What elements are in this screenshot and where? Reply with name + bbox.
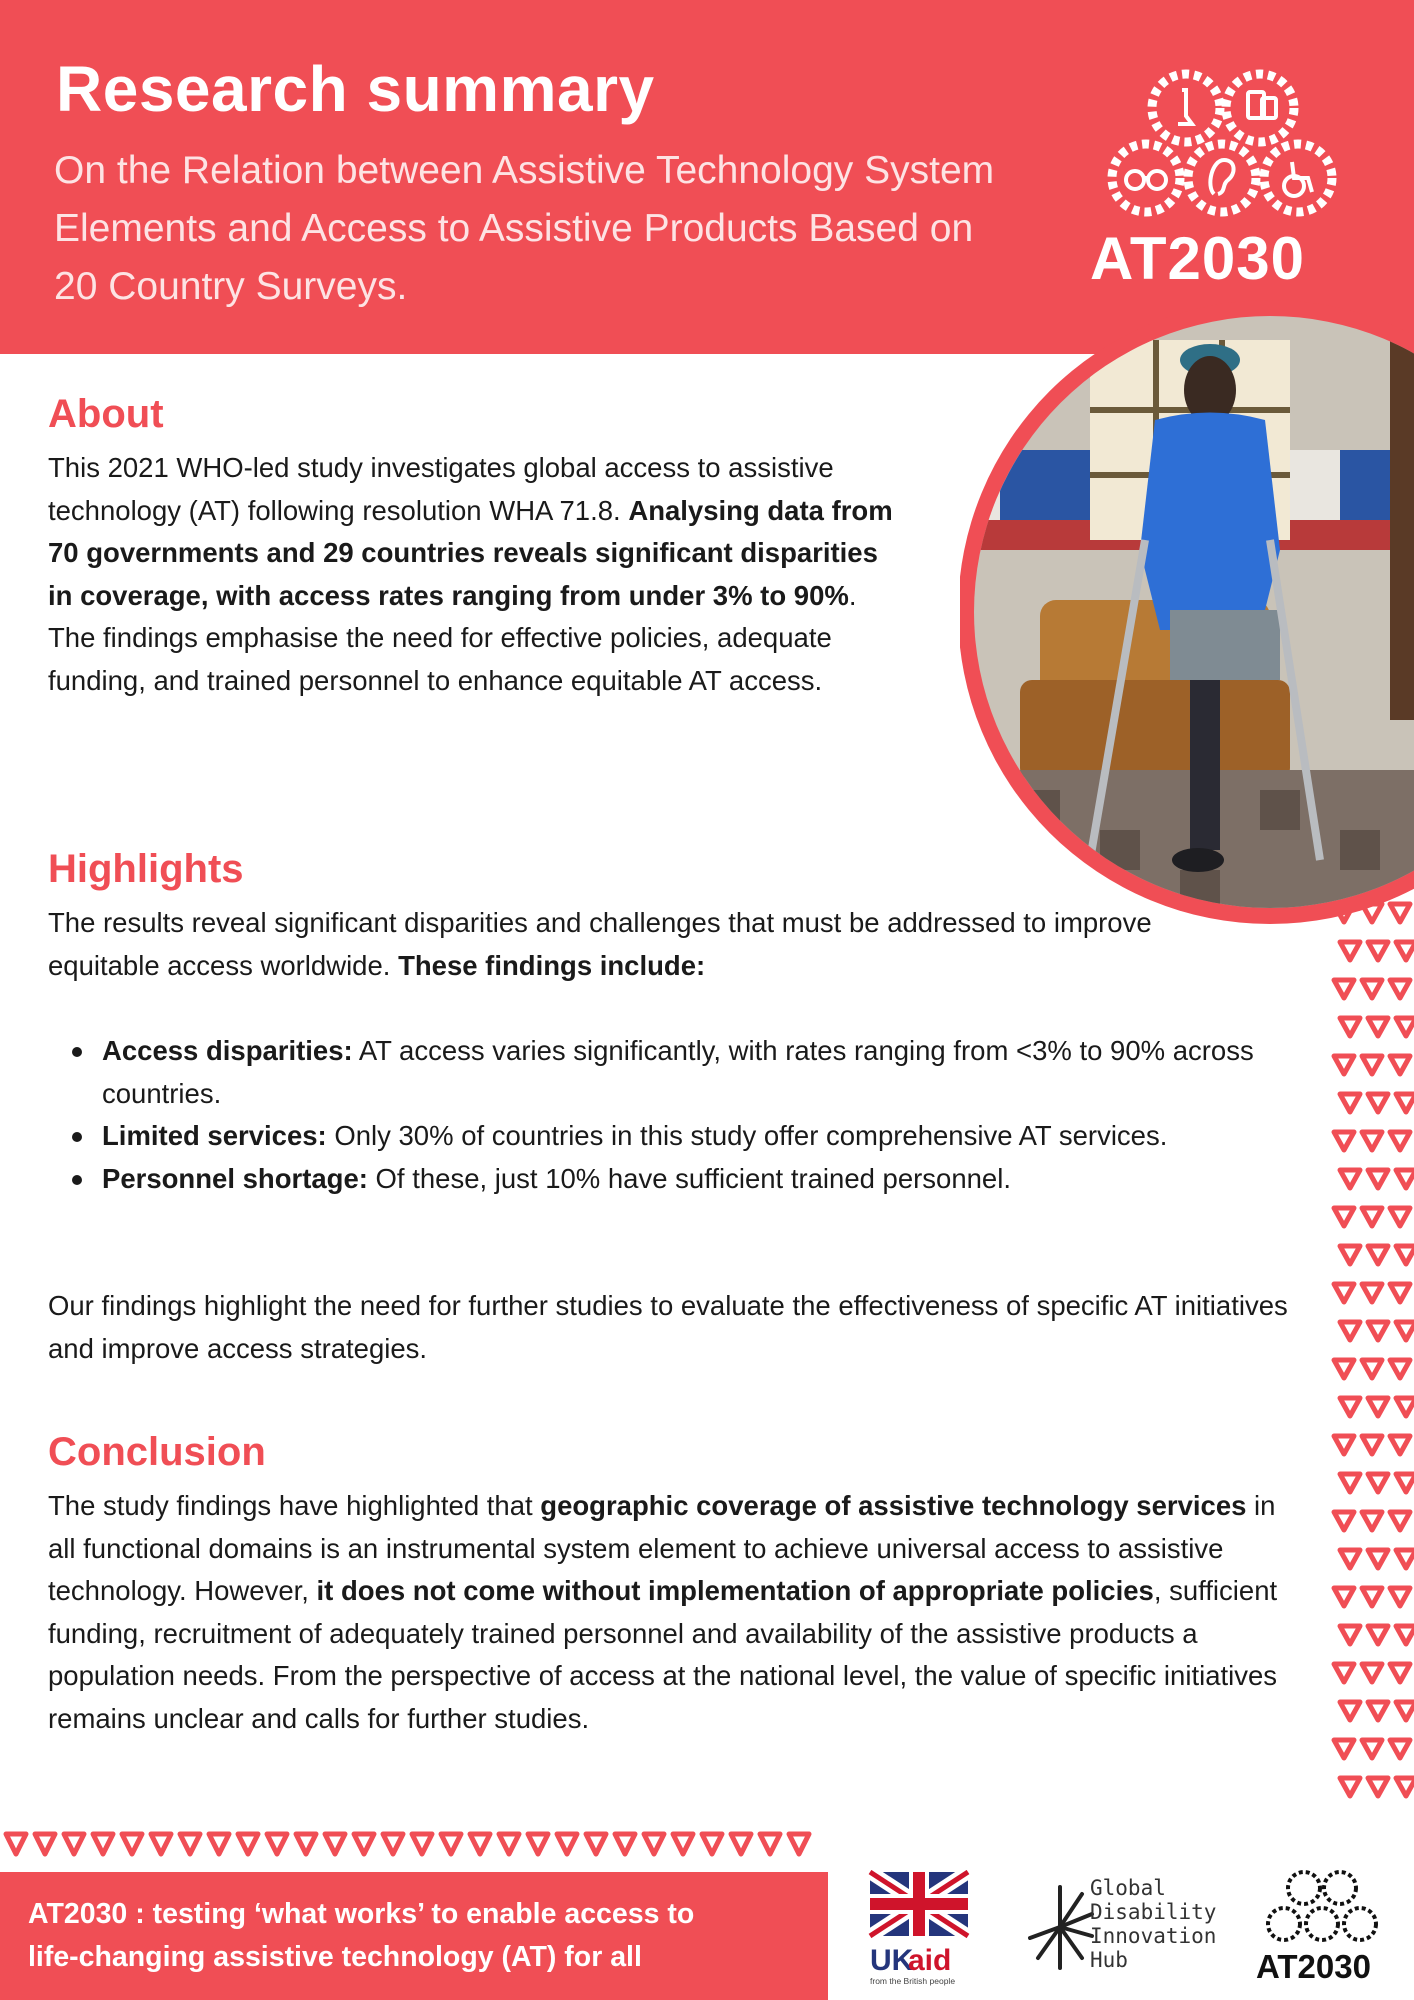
decor-triangle [1334, 980, 1354, 998]
gdi-line: Global [1090, 1876, 1166, 1900]
ukaid-uk-text: UK [870, 1944, 914, 1977]
decor-triangle [1334, 904, 1354, 922]
decor-triangle [1390, 980, 1410, 998]
decor-triangle [64, 1834, 84, 1854]
decor-triangle [1340, 1778, 1360, 1796]
decor-triangle [441, 1834, 461, 1854]
decor-triangle [1340, 1322, 1360, 1340]
decor-triangle [1340, 1246, 1360, 1264]
decor-triangle [1396, 1398, 1414, 1416]
decor-triangle [1362, 980, 1382, 998]
at2030-footer-logo-text: AT2030 [1256, 1948, 1371, 1985]
decor-triangle [1390, 1056, 1410, 1074]
decor-triangle [1362, 1056, 1382, 1074]
decor-triangle [1390, 1284, 1410, 1302]
decor-triangle [1334, 1740, 1354, 1758]
decor-triangle [1362, 1284, 1382, 1302]
conclusion-bold-1: geographic coverage of assistive technology services [540, 1490, 1247, 1521]
decor-triangle [1396, 1246, 1414, 1264]
footer-tagline-line-1: AT2030 : testing ‘what works’ to enable access to [28, 1898, 695, 1930]
decor-triangle [1340, 1626, 1360, 1644]
decor-triangle [1390, 1740, 1410, 1758]
decor-triangle [122, 1834, 142, 1854]
list-item [70, 1158, 1290, 1201]
decor-triangle [1390, 1132, 1410, 1150]
decor-triangle [1368, 1018, 1388, 1036]
gdi-line: Hub [1090, 1948, 1128, 1972]
page-title: Research summary [56, 53, 655, 125]
decor-triangle [180, 1834, 200, 1854]
decor-triangle [1396, 1322, 1414, 1340]
highlights-intro [48, 902, 1188, 987]
highlights-intro-text: The results reveal significant disparities and challenges that must be addressed to improve equitable access worldwide. [48, 907, 1152, 981]
decor-triangle [1390, 1360, 1410, 1378]
decor-triangle [1334, 1056, 1354, 1074]
decor-triangle [1334, 1360, 1354, 1378]
highlights-intro-bold: These findings include: [398, 949, 706, 981]
decor-triangle [1396, 1474, 1414, 1492]
decor-triangle [1362, 904, 1382, 922]
conclusion-paragraph [48, 1485, 1298, 1740]
about-paragraph [48, 447, 898, 702]
page-subtitle: On the Relation between Assistive Technology System Elements and Access to Assistive Products Based on 20 Country Surveys. [54, 149, 995, 308]
decor-triangle [6, 1834, 26, 1854]
decor-triangle [1362, 1208, 1382, 1226]
decor-triangle [296, 1834, 316, 1854]
conclusion-bold-2: it does not come without implementation of appropriate policies [316, 1575, 1154, 1606]
decor-triangle [1334, 1588, 1354, 1606]
triangle-pattern-bottom [0, 1828, 820, 1864]
gdi-line: Disability [1090, 1900, 1217, 1924]
at2030-logo-text: AT2030 [1090, 225, 1306, 292]
decor-triangle [1368, 1626, 1388, 1644]
footer-tagline-line-2: life-changing assistive technology (AT) for all [28, 1941, 642, 1973]
decor-triangle [1334, 1664, 1354, 1682]
gdi-line: Innovation [1090, 1924, 1217, 1948]
decor-triangle [1390, 904, 1410, 922]
decor-triangle [1340, 1398, 1360, 1416]
decor-triangle [789, 1834, 809, 1854]
highlights-closing: Our findings highlight the need for further studies to evaluate the effectiveness of specific AT initiatives and improve access strategies. [48, 1290, 1288, 1364]
decor-triangle [1362, 1360, 1382, 1378]
decor-triangle [1396, 1018, 1414, 1036]
decor-triangle [1396, 1702, 1414, 1720]
decor-triangle [760, 1834, 780, 1854]
decor-triangle [644, 1834, 664, 1854]
decor-triangle [731, 1834, 751, 1854]
decor-triangle [1340, 1474, 1360, 1492]
decor-triangle [267, 1834, 287, 1854]
triangle-pattern-right [1330, 900, 1414, 1900]
highlights-heading: Highlights [48, 847, 244, 891]
decor-triangle [528, 1834, 548, 1854]
decor-triangle [1368, 1550, 1388, 1568]
ukaid-aid-text: aid [908, 1944, 952, 1977]
decor-triangle [1390, 1208, 1410, 1226]
decor-triangle [1368, 1474, 1388, 1492]
decor-triangle [93, 1834, 113, 1854]
about-heading: About [48, 392, 164, 436]
decor-triangle [1390, 1436, 1410, 1454]
decor-triangle [238, 1834, 258, 1854]
decor-triangle [1334, 1132, 1354, 1150]
decor-triangle [615, 1834, 635, 1854]
decor-triangle [209, 1834, 229, 1854]
decor-triangle [1334, 1208, 1354, 1226]
decor-triangle [1396, 942, 1414, 960]
decor-triangle [1362, 1588, 1382, 1606]
ukaid-sub-text: from the British people [870, 1976, 956, 1986]
decor-triangle [1396, 1170, 1414, 1188]
decor-triangle [1368, 1322, 1388, 1340]
footer-tagline [28, 1893, 828, 1979]
decor-triangle [1340, 1170, 1360, 1188]
decor-triangle [1362, 1664, 1382, 1682]
finding-text: Only 30% of countries in this study offer comprehensive AT services. [334, 1120, 1168, 1151]
decor-triangle [1390, 1588, 1410, 1606]
decor-triangle [1362, 1740, 1382, 1758]
decor-triangle [1362, 1132, 1382, 1150]
decor-triangle [1368, 1702, 1388, 1720]
decor-triangle [1368, 1778, 1388, 1796]
decor-triangle [1340, 1094, 1360, 1112]
decor-triangle [1368, 1094, 1388, 1112]
decor-triangle [383, 1834, 403, 1854]
decor-triangle [1368, 1398, 1388, 1416]
decor-triangle [1396, 1778, 1414, 1796]
decor-triangle [325, 1834, 345, 1854]
decor-triangle [151, 1834, 171, 1854]
decor-triangle [470, 1834, 490, 1854]
finding-label: Access disparities: [102, 1035, 353, 1066]
finding-label: Personnel shortage: [102, 1162, 368, 1194]
about-text-1: This 2021 WHO-led study investigates global access to assistive technology (AT) following resolution WHA 71.8. [48, 452, 834, 526]
decor-triangle [557, 1834, 577, 1854]
decor-triangle [1340, 1702, 1360, 1720]
decor-triangle [1368, 1170, 1388, 1188]
list-item [70, 1115, 1290, 1158]
decor-triangle [1396, 1550, 1414, 1568]
finding-text: AT access varies significantly, with rates ranging from <3% to 90% across countries. [102, 1035, 1254, 1109]
decor-triangle [1340, 1550, 1360, 1568]
decor-triangle [1390, 1664, 1410, 1682]
decor-triangle [1340, 1018, 1360, 1036]
list-item [70, 1030, 1290, 1115]
decor-triangle [1334, 1512, 1354, 1530]
decor-triangle [1334, 1284, 1354, 1302]
about-text-2: . The findings emphasise the need for effective policies, adequate funding, and trained personnel to enhance equitable AT access. [48, 579, 857, 696]
decor-triangle [1368, 1246, 1388, 1264]
about-text-bold: Analysing data from 70 governments and 29 countries reveals significant disparities in coverage, with access rates ranging from under 3% to 90% [48, 494, 893, 611]
findings-list [70, 1030, 1290, 1200]
ukaid-logo [868, 1870, 980, 1990]
decor-triangle [1368, 942, 1388, 960]
man-with-crutches-photo [960, 300, 1414, 924]
finding-text: Of these, just 10% have sufficient trained personnel. [375, 1162, 1011, 1194]
decor-triangle [35, 1834, 55, 1854]
gdi-hub-text [1090, 1876, 1250, 1972]
decor-triangle [1396, 1626, 1414, 1644]
decor-triangle [1340, 942, 1360, 960]
decor-triangle [354, 1834, 374, 1854]
decor-triangle [586, 1834, 606, 1854]
conclusion-heading: Conclusion [48, 1430, 266, 1474]
finding-label: Limited services: [102, 1120, 327, 1151]
decor-triangle [1396, 1094, 1414, 1112]
decor-triangle [1334, 1436, 1354, 1454]
decor-triangle [1362, 1436, 1382, 1454]
decor-triangle [673, 1834, 693, 1854]
decor-triangle [412, 1834, 432, 1854]
conclusion-text-2: in all functional domains is an instrumental system element to achieve universal access to assistive technology. However, [48, 1490, 1276, 1606]
decor-triangle [499, 1834, 519, 1854]
conclusion-text-1: The study findings have highlighted that [48, 1490, 533, 1521]
decor-triangle [702, 1834, 722, 1854]
decor-triangle [1390, 1512, 1410, 1530]
conclusion-text-3: , sufficient funding, recruitment of adequately trained personnel and availability of the assistive products a population needs. From the perspective of access at the national level, the value of specific initiatives remains unclear and calls for further studies. [48, 1575, 1278, 1734]
decor-triangle [1362, 1512, 1382, 1530]
